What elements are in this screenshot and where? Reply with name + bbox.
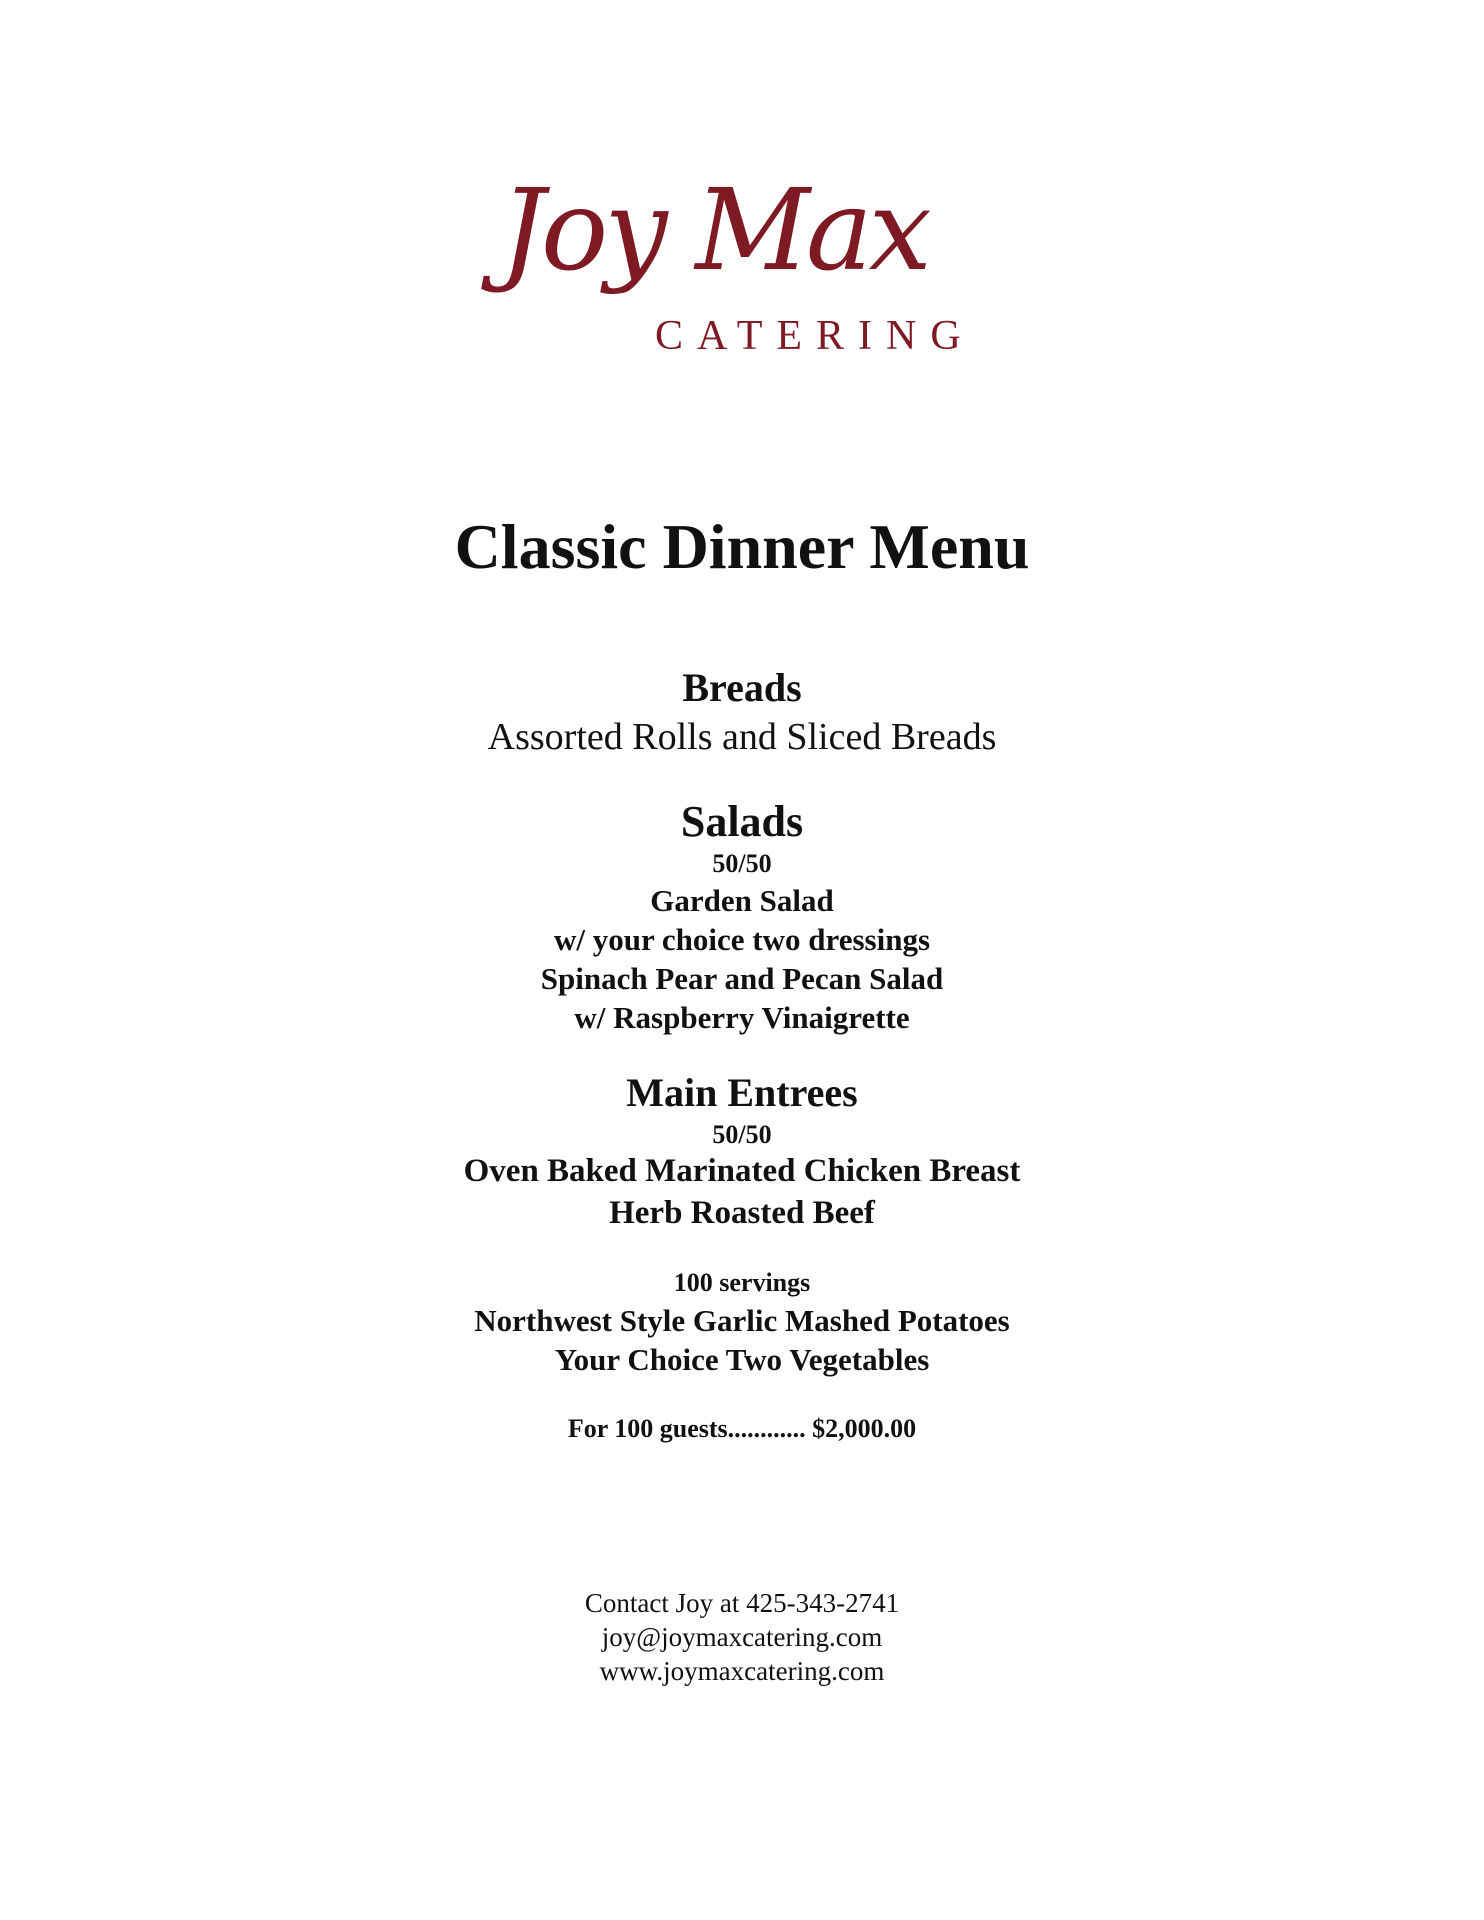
side-item: Your Choice Two Vegetables [554, 1342, 930, 1377]
price-line: For 100 guests............ $2,000.00 [567, 1414, 917, 1443]
entree-item: Herb Roasted Beef [609, 1195, 875, 1231]
entrees-heading: Main Entrees [626, 1070, 858, 1115]
contact-phone: Contact Joy at 425-343-2741 [584, 1588, 900, 1618]
entree-item: Oven Baked Marinated Chicken Breast [463, 1153, 1021, 1189]
salad-item: w/ your choice two dressings [553, 922, 931, 957]
contact-email[interactable]: joy@joymaxcatering.com [601, 1622, 883, 1652]
salads-split: 50/50 [712, 849, 772, 878]
contact-block [0, 1586, 1484, 1688]
sides-servings: 100 servings [673, 1268, 811, 1297]
breads-item: Assorted Rolls and Sliced Breads [487, 716, 997, 758]
page-title: Classic Dinner Menu [454, 511, 1030, 582]
logo-script-text: Joy Max [500, 166, 928, 296]
breads-heading: Breads [682, 665, 802, 710]
salads-heading: Salads [680, 797, 804, 846]
side-item: Northwest Style Garlic Mashed Potatoes [474, 1303, 1010, 1338]
salad-item: Garden Salad [650, 883, 834, 918]
contact-website[interactable]: www.joymaxcatering.com [599, 1656, 885, 1686]
logo-sub-text: CATERING [655, 313, 975, 359]
salad-item: w/ Raspberry Vinaigrette [574, 1000, 910, 1035]
catering-logo [500, 166, 1000, 375]
entrees-split: 50/50 [712, 1120, 772, 1149]
salad-item: Spinach Pear and Pecan Salad [540, 961, 944, 996]
